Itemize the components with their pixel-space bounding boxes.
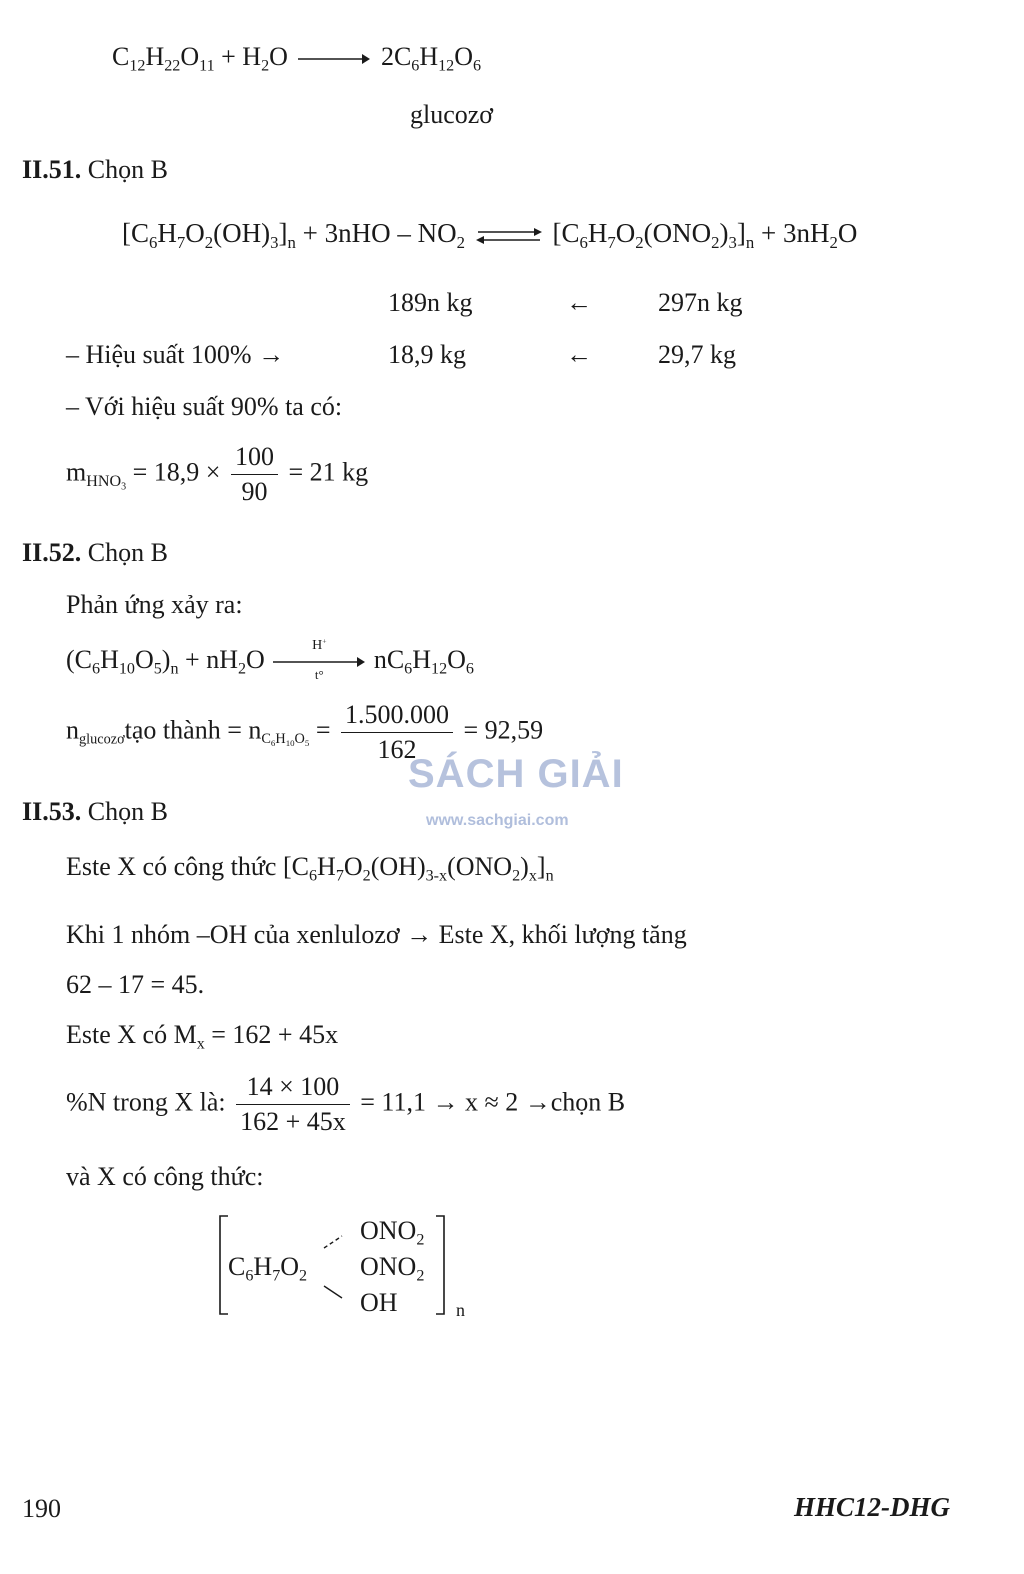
calc-result: = 92,59 [463, 715, 544, 745]
fraction-denominator: 90 [241, 477, 268, 506]
percent-label: %N trong X là: [66, 1087, 226, 1117]
molar-mass-line: Este X có $M_x = 162 + 45x$ [66, 1020, 339, 1053]
fraction-denominator: 162 + 45x [240, 1107, 346, 1136]
intro-reaction: $C_{12}H_{22}O_{11} + H_2O$ $2C_6H_{12}O_6$ [112, 42, 482, 75]
fraction [231, 442, 278, 507]
catalyst-arrow: H+ t° [273, 642, 365, 682]
reaction-arrow-icon [298, 52, 370, 66]
structure-group-1: $ONO_2$ [360, 1216, 425, 1249]
section-heading-ii53 [22, 797, 168, 827]
section-heading-ii52 [22, 538, 168, 568]
ratio-row-1-right: 297n kg [658, 288, 743, 317]
structure-subscript: n [456, 1300, 465, 1320]
ratio-row-2-arrow: ← [566, 340, 592, 369]
final-formula-intro: và X có công thức: [66, 1162, 264, 1191]
formula-intro: Este X có công thức [66, 852, 277, 881]
section-id: II.53. [22, 797, 82, 826]
section-id: II.52. [22, 538, 82, 567]
reaction-condition: t° [314, 667, 324, 682]
structural-formula [218, 1214, 448, 1318]
ratio-row-2-right: 29,7 kg [658, 340, 736, 369]
fraction-denominator: 162 [377, 735, 417, 764]
section-choice: Chọn B [87, 797, 168, 826]
glucose-moles-calc: $n_{glucozơ}tạo$ thành = $n_{C_6H_{10}O_5}$ = $\frac{1.500.000}{162}$ = 92,59 [66, 700, 544, 764]
efficiency-note: – Với hiệu suất 90% ta có: [66, 392, 343, 421]
fraction [236, 1072, 350, 1137]
watermark-logo: SÁCH GIẢI [408, 752, 624, 796]
structure-group-2: $ONO_2$ [360, 1252, 425, 1285]
section-choice: Chọn B [87, 155, 168, 184]
calc-result: = 21 kg [288, 457, 369, 487]
percent-result: = 11,1 → x ≈ 2 →chọn B [360, 1087, 626, 1117]
ratio-row-2-label: – Hiệu suất 100% → [66, 340, 285, 369]
structure-group-3: OH [360, 1288, 398, 1317]
nitrogen-percent-calc [66, 1072, 625, 1137]
hno3-mass-calc: $m_{HNO_3} = 18,9$ × $\frac{100}{90}$ = 21 kg [66, 442, 369, 506]
ratio-row-2-left: 18,9 kg [388, 340, 466, 369]
section-heading-ii51 [22, 155, 168, 185]
book-code: HHC12-DHG [794, 1492, 951, 1522]
ratio-row-1-left: 189n kg [388, 288, 473, 317]
equilibrium-arrow-icon [476, 226, 542, 246]
hydrolysis-reaction: $(C_6H_{10}O_5)_n + nH_2O$ H+ t° $nC_6H_{12}O_6$ [66, 636, 474, 682]
watermark-url: www.sachgiai.com [426, 812, 569, 829]
structure-core: $C_6H_7O_2$ [228, 1252, 308, 1285]
fraction-numerator: 14 × 100 [236, 1072, 350, 1105]
intro-product-label: glucozơ [410, 100, 494, 129]
reaction-intro: Phản ứng xảy ra: [66, 590, 243, 619]
calc-expr: = 18,9 × [132, 457, 221, 487]
nitration-equation: $[C_6H_7O_2(OH)_3]_n + 3nHO - NO_2$ $[C_6H_7O_2(ONO_2)_3]_n + 3nH_2O$ [122, 218, 858, 252]
ester-formula-line: Este X có công thức $[C_6H_7O_2(OH)_{3-x}(ONO_2)_x]_n$ [66, 852, 554, 885]
fraction-numerator: 1.500.000 [341, 700, 453, 733]
page-number: 190 [22, 1494, 61, 1523]
ratio-row-1-arrow: ← [566, 288, 592, 317]
fraction-numerator: 100 [231, 442, 278, 475]
mass-increase-line: Khi 1 nhóm –OH của xenlulozơ → Este X, khối lượng tăng [66, 920, 687, 949]
section-id: II.51. [22, 155, 82, 184]
mass-difference-line: 62 – 17 = 45. [66, 970, 205, 999]
section-choice: Chọn B [87, 538, 168, 567]
